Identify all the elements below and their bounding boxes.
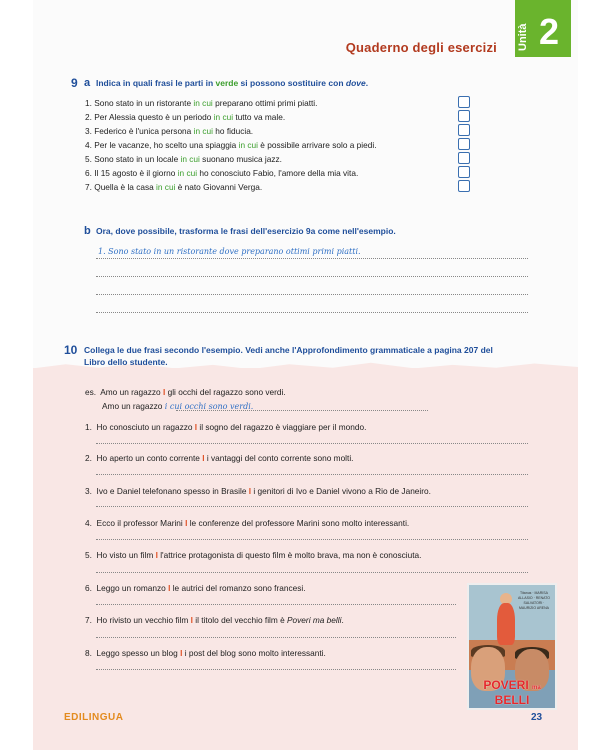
- exercise-10-example: es. Amo un ragazzo I gli occhi del ragazzo sono verdi.: [85, 387, 286, 397]
- answer-line[interactable]: [96, 637, 456, 638]
- sentence-5: 5. Sono stato in un locale in cui suonano musica jazz.: [85, 154, 282, 164]
- exercise-10-example-answer: Amo un ragazzo i cui occhi sono verdi.: [102, 401, 254, 411]
- answer-line[interactable]: [96, 506, 528, 507]
- answer-line[interactable]: [96, 474, 528, 475]
- answer-line[interactable]: [96, 572, 528, 573]
- answer-line[interactable]: [96, 294, 528, 295]
- publisher-logo: EDILINGUA: [64, 712, 124, 723]
- exercise-10-item-5: 5. Ho visto un film I l'attrice protagonista di questo film è molto brava, ma non è conosciuta.: [85, 550, 422, 560]
- exercise-9b-example-answer: 1. Sono stato in un ristorante dove preparano ottimi primi piatti.: [98, 247, 361, 256]
- poster-figure: [497, 603, 515, 645]
- movie-poster-image: [467, 583, 557, 710]
- exercise-10-item-4: 4. Ecco il professor Marini I le conferenze del professore Marini sono molto interessanti.: [85, 518, 410, 528]
- section-title: Quaderno degli esercizi: [345, 40, 497, 55]
- exercise-10-item-8: 8. Leggo spesso un blog I i post del blog sono molto interessanti.: [85, 648, 326, 658]
- checkbox-2[interactable]: [458, 110, 470, 122]
- checkbox-7[interactable]: [458, 180, 470, 192]
- checkbox-1[interactable]: [458, 96, 470, 108]
- exercise-10-item-3: 3. Ivo e Daniel telefonano spesso in Brasile I i genitori di Ivo e Daniel vivono a Rio de Janeiro.: [85, 486, 431, 496]
- exercise-10-instruction: Collega le due frasi secondo l'esempio. Vedi anche l'Approfondimento grammaticale a pagina 207 del Libro dello studente.: [84, 345, 493, 367]
- sentence-4: 4. Per le vacanze, ho scelto una spiaggia in cui è possibile arrivare solo a piedi.: [85, 140, 377, 150]
- sentence-7: 7. Quella è la casa in cui è nato Giovanni Verga.: [85, 182, 263, 192]
- answer-line[interactable]: [96, 276, 528, 277]
- unit-badge: [515, 0, 571, 57]
- sentence-1: 1. Sono stato in un ristorante in cui preparano ottimi primi piatti.: [85, 98, 318, 108]
- exercise-10-number: 10: [64, 343, 78, 357]
- checkbox-6[interactable]: [458, 166, 470, 178]
- poster-title: POVERI ma BELLI: [483, 678, 541, 707]
- sentence-6: 6. Il 15 agosto è il giorno in cui ho conosciuto Fabio, l'amore della mia vita.: [85, 168, 359, 178]
- exercise-9a-instruction: Indica in quali frasi le parti in verde si possono sostituire con dove.: [96, 78, 369, 88]
- page-number: 23: [531, 712, 543, 723]
- answer-line[interactable]: [96, 539, 528, 540]
- sentence-2: 2. Per Alessia questo è un periodo in cui tutto va male.: [85, 112, 286, 122]
- unit-label: Unità: [517, 23, 529, 51]
- answer-line[interactable]: [96, 604, 456, 605]
- checkbox-3[interactable]: [458, 124, 470, 136]
- exercise-10-item-2: 2. Ho aperto un conto corrente I i vantaggi del conto corrente sono molti.: [85, 453, 354, 463]
- answer-line[interactable]: [96, 258, 528, 259]
- answer-line[interactable]: [96, 312, 528, 313]
- exercise-9a-letter: a: [84, 77, 91, 89]
- checkbox-5[interactable]: [458, 152, 470, 164]
- exercise-10-item-1: 1. Ho conosciuto un ragazzo I il sogno del ragazzo è viaggiare per il mondo.: [85, 422, 367, 432]
- poster-credits: Titanus · MARISA ALLASIO · RENATO SALVATORI · MAURIZIO ARENA: [518, 591, 550, 610]
- sentence-3: 3. Federico è l'unica persona in cui ho fiducia.: [85, 126, 254, 136]
- checkbox-4[interactable]: [458, 138, 470, 150]
- exercise-9-number: 9: [71, 76, 78, 90]
- exercise-9b-letter: b: [84, 225, 91, 237]
- answer-line[interactable]: [96, 669, 456, 670]
- exercise-10-item-7: 7. Ho rivisto un vecchio film I il titolo del vecchio film è Poveri ma belli.: [85, 615, 344, 625]
- unit-number: 2: [538, 11, 559, 52]
- exercise-9b-instruction: Ora, dove possibile, trasforma le frasi dell'esercizio 9a come nell'esempio.: [96, 226, 396, 236]
- answer-line: [176, 410, 428, 411]
- answer-line[interactable]: [96, 443, 528, 444]
- exercise-10-item-6: 6. Leggo un romanzo I le autrici del romanzo sono francesi.: [85, 583, 306, 593]
